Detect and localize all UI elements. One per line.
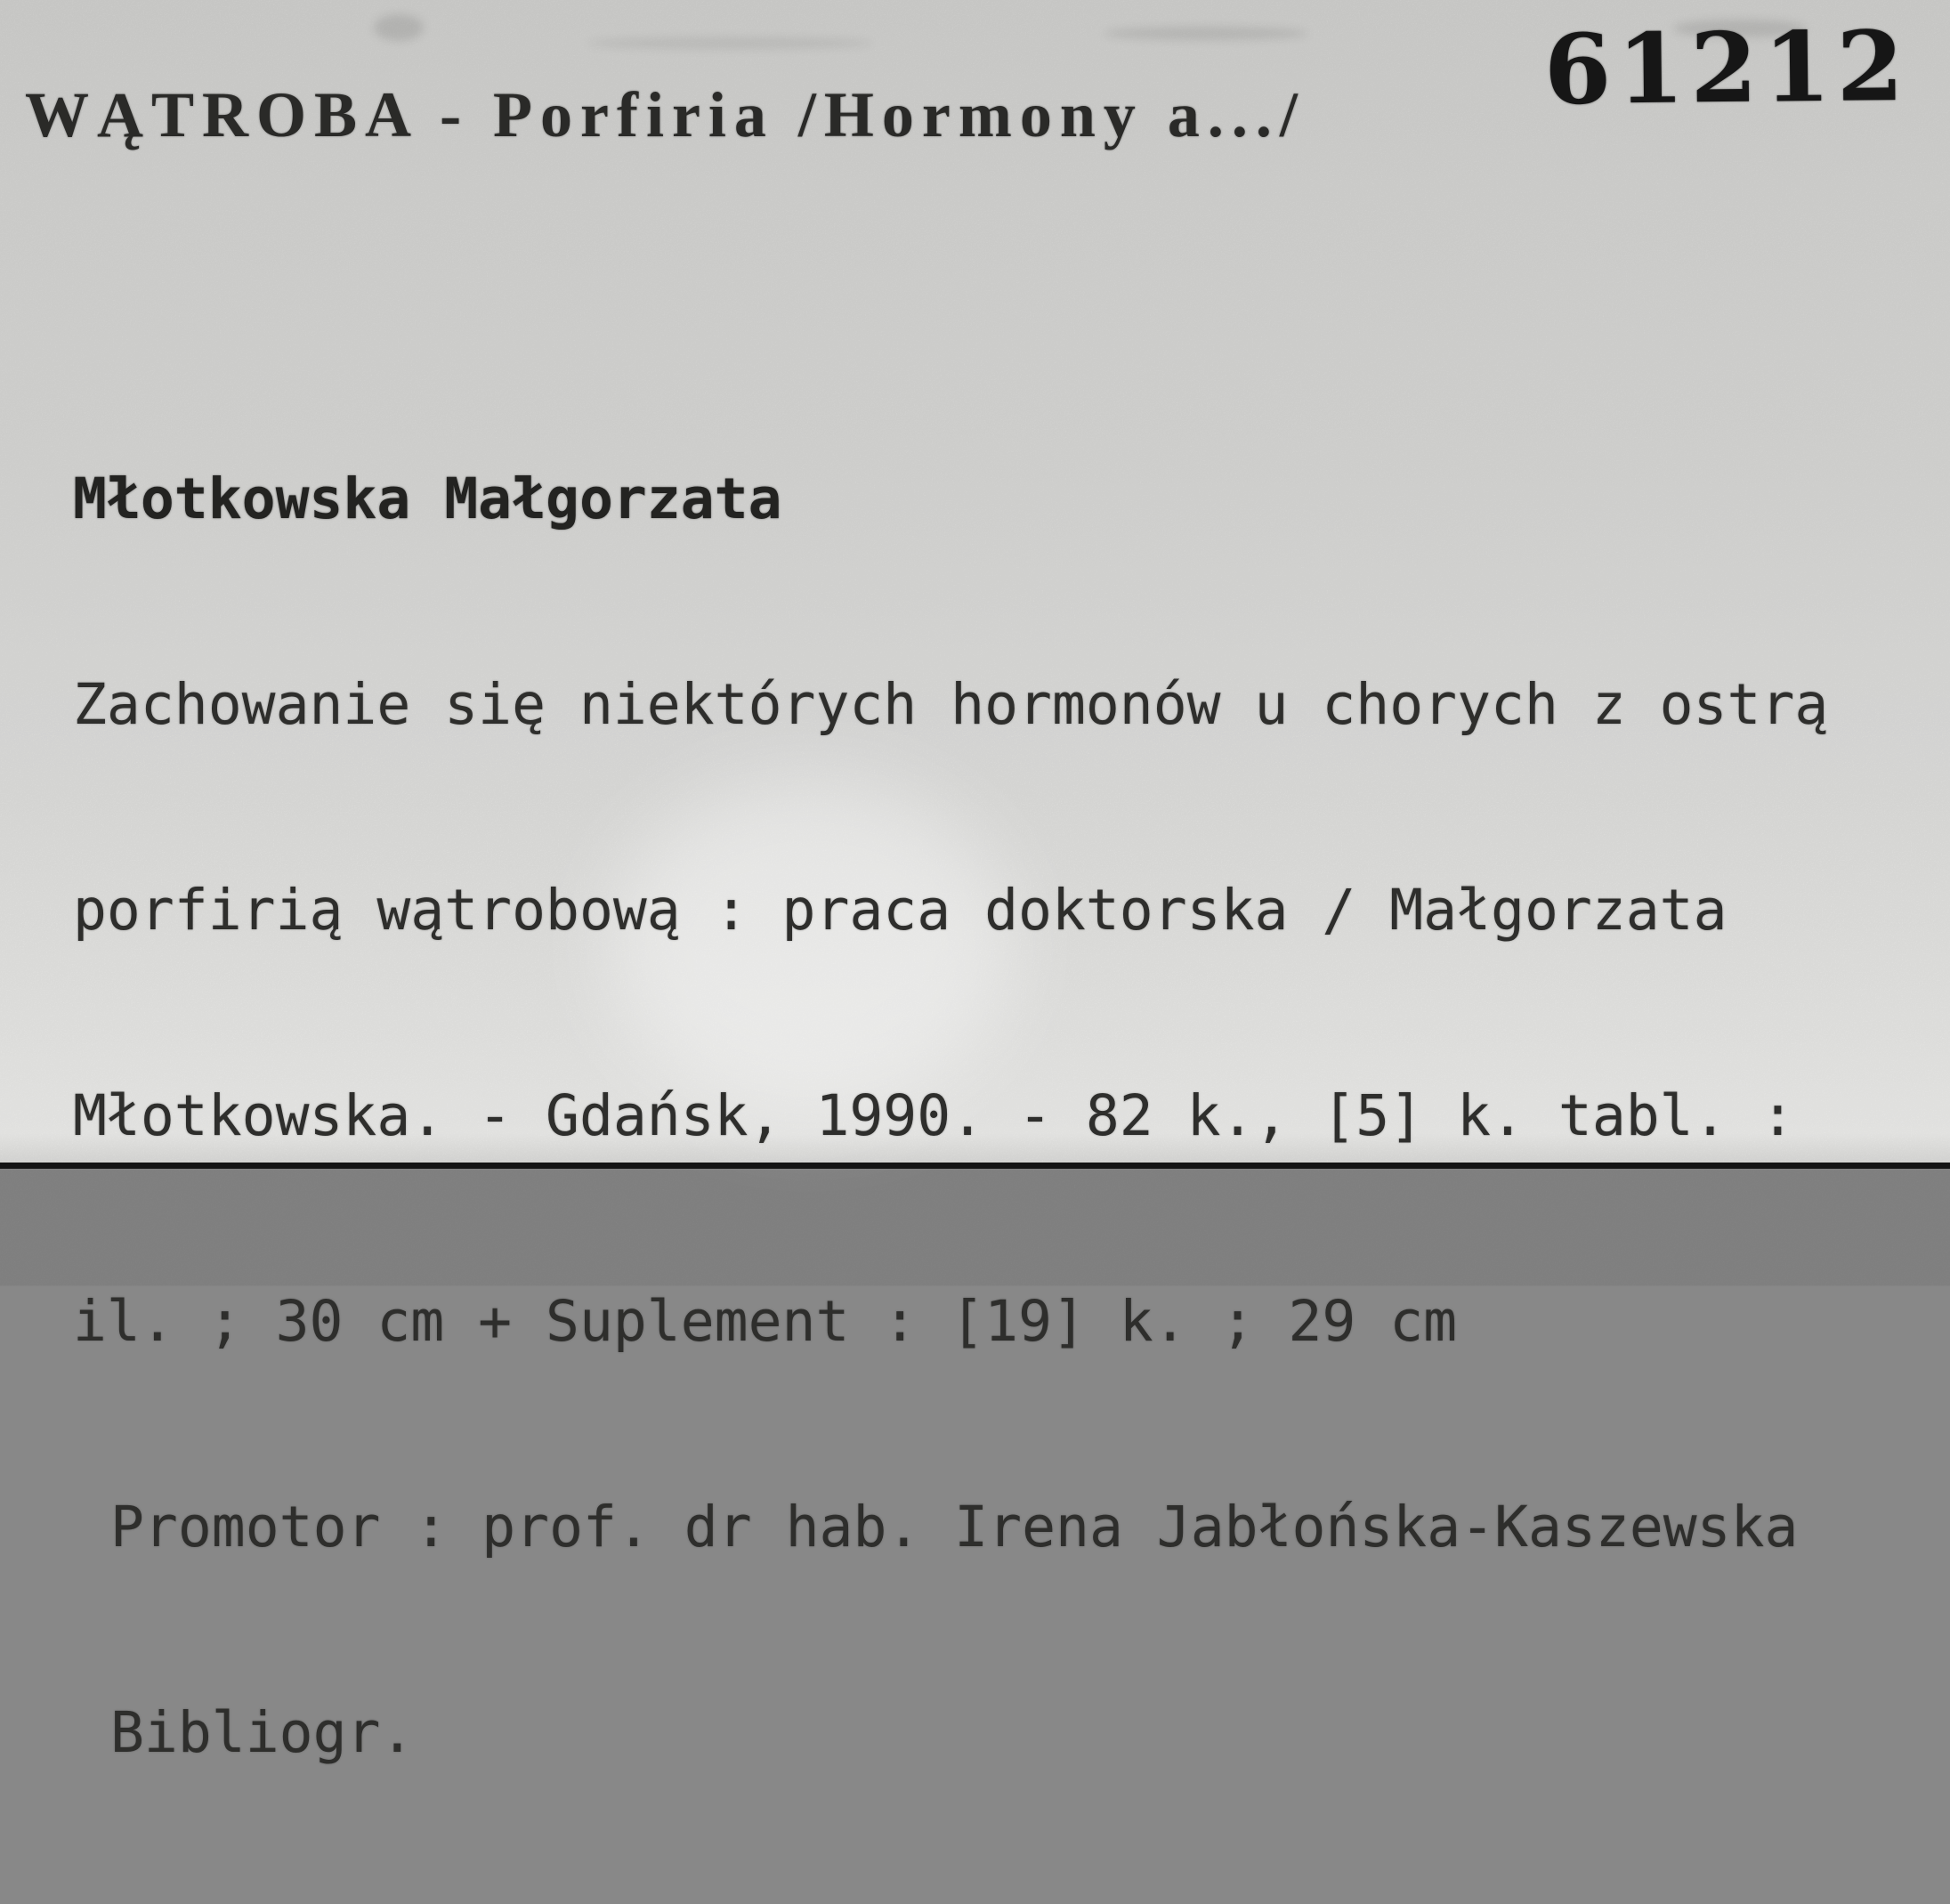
card-body bbox=[73, 328, 1828, 1904]
subject-heading: WĄTROBA - Porfiria /Hormony a.../ bbox=[25, 79, 1306, 150]
note-line-promotor: Promotor : prof. dr hab. Irena Jabłońska-Kaszewska bbox=[110, 1495, 1799, 1560]
accession-number-stamp: 61212 bbox=[1543, 10, 1911, 127]
ghost-smudge bbox=[374, 14, 424, 41]
description-line: il. ; 30 cm + Suplement : [19] k. ; 29 cm bbox=[73, 1289, 1458, 1354]
description-line: Młotkowska. - Gdańsk, 1990. - 82 k., [5] k. tabl. : bbox=[73, 1083, 1795, 1148]
description-line: Zachowanie się niektórych hormonów u chorych z ostrą bbox=[73, 672, 1829, 737]
ghost-smudge bbox=[1104, 27, 1308, 40]
scan-edge-line bbox=[0, 1163, 1950, 1169]
author-line: Młotkowska Małgorzata bbox=[73, 466, 782, 531]
note-line-bibliogr: Bibliogr. bbox=[110, 1700, 415, 1765]
description-line: porfirią wątrobową : praca doktorska / Małgorzata bbox=[73, 878, 1727, 943]
ghost-smudge bbox=[587, 37, 872, 49]
